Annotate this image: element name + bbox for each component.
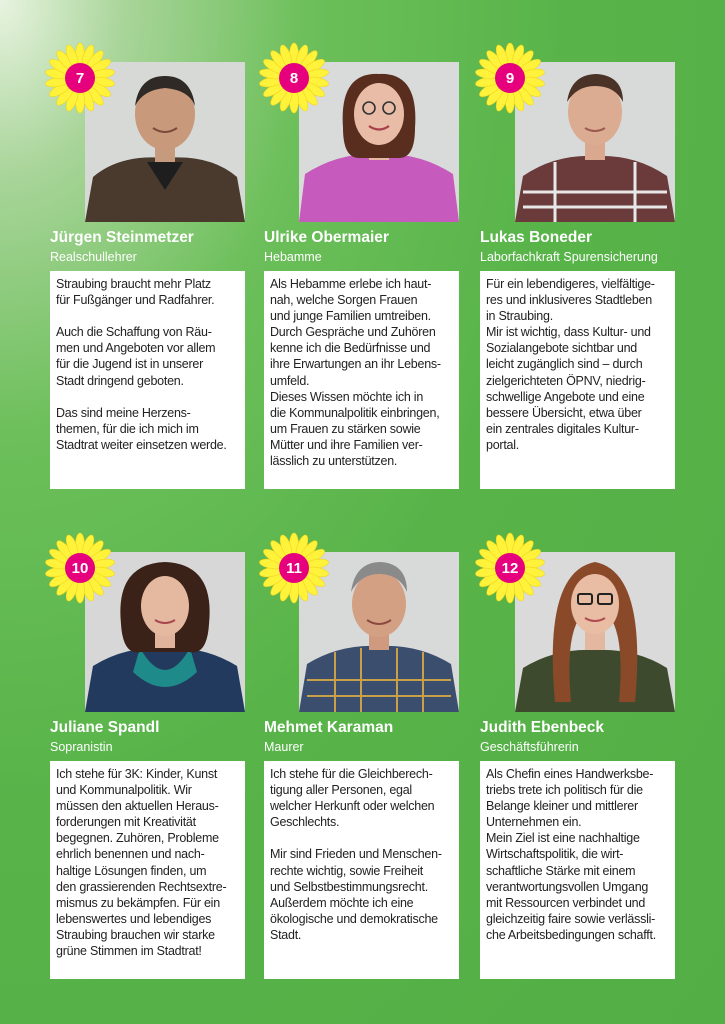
sunflower-badge bbox=[256, 530, 332, 606]
candidate-number: 8 bbox=[289, 69, 299, 87]
candidate-name: Ulrike Obermaier bbox=[264, 229, 389, 246]
candidate-name: Judith Ebenbeck bbox=[480, 719, 605, 736]
candidate-number: 11 bbox=[286, 559, 302, 577]
candidate-name: Juliane Spandl bbox=[50, 719, 160, 736]
candidate-role: Hebamme bbox=[264, 250, 322, 264]
candidate-number: 10 bbox=[71, 559, 89, 577]
sunflower-badge bbox=[472, 40, 548, 116]
candidate-name: Lukas Boneder bbox=[480, 229, 592, 246]
sunflower-badge bbox=[472, 530, 548, 606]
sunflower-badge bbox=[42, 40, 118, 116]
candidate-statement: Straubing braucht mehr Platz für Fußgänger und Radfahrer. Auch die Schaffung von Räu- men und Angeboten vor allem für die Jugend ist in unserer Stadt dringend geboten. Das sind meine Herzens- themen, für die ich mich im Stadtrat weiter einsetzen werde. bbox=[50, 271, 245, 489]
candidate-role: Maurer bbox=[264, 740, 304, 754]
candidate-statement: Als Chefin eines Handwerksbe- triebs trete ich politisch für die Belange kleiner und mittlerer Unternehmen ein. Mein Ziel ist eine nachhaltige Wirtschaftspolitik, die wirt- schaftliche Stärke mit einem verantwortungsvollen Umgang mit Ressourcen verbindet und gleichzeitig faire sowie verlässli- che Arbeitsbedingungen schafft. bbox=[480, 761, 675, 979]
sunflower-badge bbox=[256, 40, 332, 116]
candidate-name: Mehmet Karaman bbox=[264, 719, 394, 736]
sunflower-badge bbox=[42, 530, 118, 606]
candidate-statement: Als Hebamme erlebe ich haut- nah, welche Sorgen Frauen und junge Familien umtreiben. Durch Gespräche und Zuhören kenne ich die Bedürfnisse und ihre Erwartungen an ihr Lebens- umfeld. Dieses Wissen möchte ich in die Kommunalpolitik einbringen, um Frauen zu stärken sowie Mütter und ihre Familien ver- lässlich zu unterstützen. bbox=[264, 271, 459, 489]
candidate-statement: Ich stehe für 3K: Kinder, Kunst und Kommunalpolitik. Wir müssen den aktuellen Heraus- forderungen mit Kreativität begegnen. Zuhören, Probleme ehrlich benennen und nach- haltige Lösungen finden, um den grassierenden Rechtsextre- mismus zu bekämpfen. Für ein lebenswertes und lebendiges Straubing brauchen wir starke grüne Stimmen im Stadtrat! bbox=[50, 761, 245, 979]
candidate-statement: Für ein lebendigeres, vielfältige- res und inklusiveres Stadtleben in Straubing. Mir ist wichtig, dass Kultur- und Sozialangebote sichtbar und leicht zugänglich sind – durch zielgerichteten ÖPNV, niedrig- schwellige Angebote und eine bessere Übersicht, etwa über ein zentrales digitales Kultur- portal. bbox=[480, 271, 675, 489]
candidate-number: 7 bbox=[75, 69, 85, 87]
candidate-number: 9 bbox=[505, 69, 515, 87]
candidate-number: 12 bbox=[501, 559, 519, 577]
candidate-role: Laborfachkraft Spurensicherung bbox=[480, 250, 658, 264]
candidate-role: Sopranistin bbox=[50, 740, 113, 754]
candidate-statement: Ich stehe für die Gleichberech- tigung aller Personen, egal welcher Herkunft oder welchen Geschlechts. Mir sind Frieden und Menschen- rechte wichtig, sowie Freiheit und Selbstbestimmungsrecht. Außerdem möchte ich eine ökologische und demokratische Stadt. bbox=[264, 761, 459, 979]
candidate-name: Jürgen Steinmetzer bbox=[50, 229, 194, 246]
candidate-role: Realschullehrer bbox=[50, 250, 137, 264]
candidate-role: Geschäftsführerin bbox=[480, 740, 579, 754]
